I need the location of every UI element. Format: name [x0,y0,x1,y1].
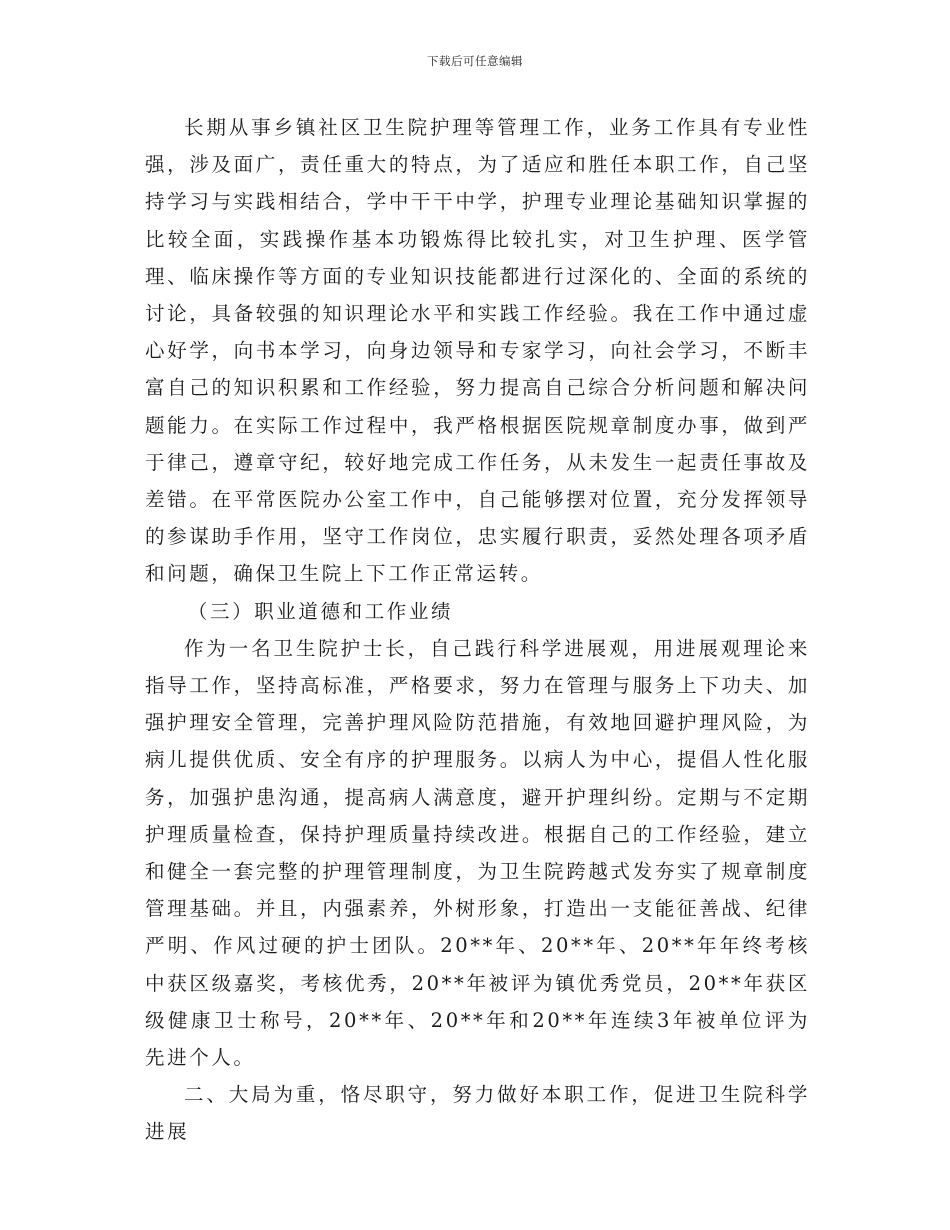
header-note: 下载后可任意编辑 [427,54,523,68]
paragraph-work-experience: 长期从事乡镇社区卫生院护理等管理工作，业务工作具有专业性强，涉及面广，责任重大的特点，为了适应和胜任本职工作，自己坚持学习与实践相结合，学中干干中学，护理专业理论基础知识掌握的比较全面，实践操作基本功锻炼得比较扎实，对卫生护理、医学管理、临床操作等方面的专业知识技能都进行过深化的、全面的系统的讨论，具备较强的知识理论水平和实践工作经验。我在工作中通过虚心好学，向书本学习，向身边领导和专家学习，向社会学习，不断丰富自己的知识积累和工作经验，努力提高自己综合分析问题和解决问题能力。在实际工作过程中，我严格根据医院规章制度办事，做到严于律己，遵章守纪，较好地完成工作任务，从未发生一起责任事故及差错。在平常医院办公室工作中，自己能够摆对位置，充分发挥领导的参谋助手作用，坚守工作岗位，忠实履行职责，妥然处理各项矛盾和问题，确保卫生院上下工作正常运转。 [145,116,810,586]
section-heading-overall-situation: 二、大局为重，恪尽职守，努力做好本职工作，促进卫生院科学进展 [145,1083,810,1144]
section-heading-ethics-performance: （三）职业道德和工作业绩 [187,599,454,623]
document-body [145,109,810,1151]
paragraph-ethics-performance: 作为一名卫生院护士长，自己践行科学进展观，用进展观理论来指导工作，坚持高标准，严格要求，努力在管理与服务上下功夫、加强护理安全管理，完善护理风险防范措施，有效地回避护理风险，为病儿提供优质、安全有序的护理服务。以病人为中心，提倡人性化服务，加强护患沟通，提高病人满意度，避开护理纠纷。定期与不定期护理质量检查，保持护理质量持续改进。根据自己的工作经验，建立和健全一套完整的护理管理制度，为卫生院跨越式发夯实了规章制度管理基础。并且，内强素养，外树形象，打造出一支能征善战、纪律严明、作风过硬的护士团队。20**年、20**年、20**年年终考核中获区级嘉奖，考核优秀，20**年被评为镇优秀党员，20**年获区级健康卫士称号，20**年、20**年和20**年连续3年被单位评为先进个人。 [145,636,810,1070]
